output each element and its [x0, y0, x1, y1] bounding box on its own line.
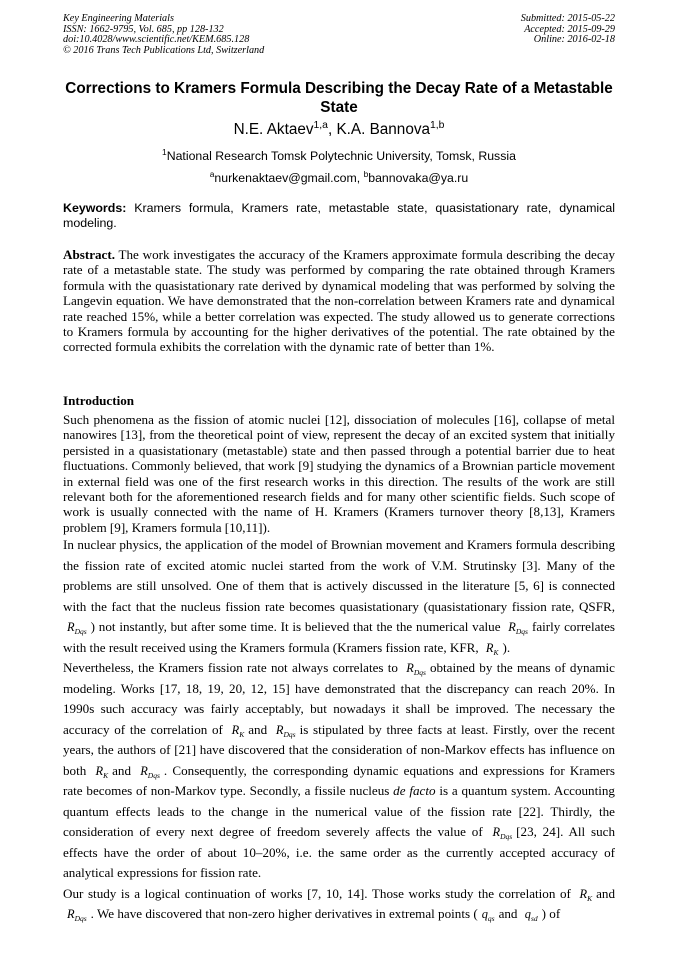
abstract	[63, 247, 615, 355]
author-list: N.E. Aktaev$^{1,a}$, K.A. Bannova$^{1,b}$	[233, 119, 445, 138]
email-link: nurkenaktaev@gmail.com	[214, 171, 357, 185]
symbol-r-dqs: $R_{Dqs}$	[508, 620, 528, 637]
keywords-text: Kramers formula, Kramers rate, metastable state, quasistationary rate, dynamical modeling.	[63, 201, 615, 230]
symbol-r-k: $R_K$	[579, 886, 593, 903]
symbol-r-dqs: $R_{Dqs}$	[67, 907, 87, 924]
email-mark: b	[363, 168, 369, 179]
abstract-text: The work investigates the accuracy of the Kramers approximate formula describing the decay rate of a metastable state. The study was performed by comparing the rate obtained through Kramers formula with the quasistationary rate derived by dynamical modeling that was performed by solving the Langevin equation. We have demonstrated that the non-correlation between Kramers rate and dynamical rate reached 15%, while a better correlation was expected. The study allowed us to generate corrections to Kramers formula by accounting for the higher derivatives of the potential. The rate obtained by the corrected formula exhibits the correlation with the dynamic rate of better than 1%.	[63, 247, 615, 355]
submitted-date: Submitted: 2015-05-22	[520, 13, 615, 24]
symbol-r-k: $R_K$	[231, 722, 245, 739]
author-name: N.E. Aktaev	[233, 121, 314, 138]
symbol-r-dqs: $R_{Dqs}$	[140, 763, 160, 780]
paragraph: Such phenomena as the fission of atomic nuclei [12], dissociation of molecules [16], collapse of metal nanowires [13], from the theoretical point of view, represent the decay of an excited system that initially persisted in a quasistationary (metastable) state and then passed through a potential barrier due to heat fluctuations. Commonly believed, that work [9] studying the dynamics of a Brownian particle movement in external field was one of the first research works in this direction. The results of the work are still relevant both for the aforementioned research fields and for many other scientific fields. Such scope of work is usually connected with the name of H. Kramers (Kramers turnover theory [8,13], Kramers problem [9], Kramers formula [10,11]).	[63, 412, 615, 535]
dates-header	[521, 14, 615, 46]
keywords-label: Keywords:	[63, 201, 127, 215]
keywords	[63, 201, 615, 231]
symbol-r-dqs: $R_{Dqs}$	[406, 661, 426, 678]
author-name: K.A. Bannova	[336, 121, 430, 138]
author-affiliation-mark: 1,a	[313, 119, 328, 131]
email-mark: a	[209, 168, 215, 179]
accepted-date: Accepted: 2015-09-29	[524, 23, 615, 35]
symbol-r-dqs: $R_{Dqs}$	[492, 825, 513, 842]
paragraph: Nevertheless, the Kramers fission rate not always correlates to $R_{Dqs}$ obtained by the means of dynamic modeling. Works [17, 18, 19, 20, 12, 15] have demonstrated that the discrepancy can reach 20%. In 1990s such accuracy was fairly acceptably, but nowadays it shall be improved. The necessary the accuracy of the correlation of $R_K$ and $R_{Dqs}$ is stipulated by three facts at least. Firstly, over the recent years, the authors of [21] have discovered that the consideration of non-Markov effects has influence on both $R_K$ and $R_{Dqs}$ . Consequently, the corresponding dynamic equations and expressions for Kramers rate becomes of non-Markov type. Secondly, a fissile nucleus de facto is a quantum system. Accounting quantum effects leads to the change in the numerical value of the fission rate [22]. Thirdly, the consideration of every next degree of freedom severely affects the value of $R_{Dqs}$ [23, 24]. All such effects have the order of about 10–20%, i.e. the same order as the currently accepted accuracy of analytical expressions for fission rate.	[63, 660, 616, 881]
symbol-q-qs: $q_{qs}$	[481, 907, 495, 924]
journal-header	[63, 14, 264, 56]
paragraph: Our study is a logical continuation of works [7, 10, 14]. Those works study the correlation of $R_K$ and $R_{Dqs}$ . We have discovered that non-zero higher derivatives in extremal points ( $q_{qs}$ and $q_{sd}$ ) of	[63, 885, 616, 924]
journal-copyright: © 2016 Trans Tech Publications Ltd, Switzerland	[63, 44, 265, 56]
affiliation-text: National Research Tomsk Polytechnic University, Tomsk, Russia	[166, 149, 516, 163]
paper-title: Corrections to Kramers Formula Describing the Decay Rate of a Metastable State	[65, 80, 613, 116]
affiliation-mark: 1	[162, 146, 167, 157]
affiliation	[63, 146, 615, 164]
paragraph: In nuclear physics, the application of the model of Brownian movement and Kramers formula describing the fission rate of excited atomic nuclei started from the work of V.M. Strutinsky [3]. Many of the problems are still unsolved. One of them that is actively discussed in the literature [5, 6] is connected with the fact that the nucleus fission rate becomes quasistationary (quasistationary fission rate, QSFR, $R_{Dqs}$ ) not instantly, but after some time. It is believed that the the numerical value $R_{Dqs}$ fairly correlates with the result received using the Kramers formula (Kramers fission rate, KFR, $R_K$ ).	[63, 537, 615, 657]
symbol-r-dqs: $R_{Dqs}$	[67, 620, 87, 637]
section-heading-introduction: Introduction	[63, 393, 135, 408]
journal-doi: doi:10.4028/www.scientific.net/KEM.685.128	[63, 34, 250, 46]
emphasis: de facto	[393, 783, 436, 799]
email-link: bannovaka@ya.ru	[368, 171, 469, 185]
symbol-q-sd: $q_{sd}$	[524, 907, 538, 924]
symbol-r-k: $R_K$	[95, 763, 109, 780]
symbol-r-k: $R_K$	[485, 640, 499, 657]
introduction-body	[63, 412, 615, 925]
author-affiliation-mark: 1,b	[429, 119, 445, 131]
journal-name: Key Engineering Materials	[63, 13, 174, 24]
online-date: Online: 2016-02-18	[533, 34, 615, 46]
journal-issn: ISSN: 1662-9795, Vol. 685, pp 128-132	[63, 23, 224, 35]
author-emails: $^a$nurkenaktaev@gmail.com, $^b$bannovaka@ya.ru	[209, 168, 469, 185]
abstract-label: Abstract.	[63, 247, 115, 262]
symbol-r-dqs: $R_{Dqs}$	[275, 722, 296, 739]
